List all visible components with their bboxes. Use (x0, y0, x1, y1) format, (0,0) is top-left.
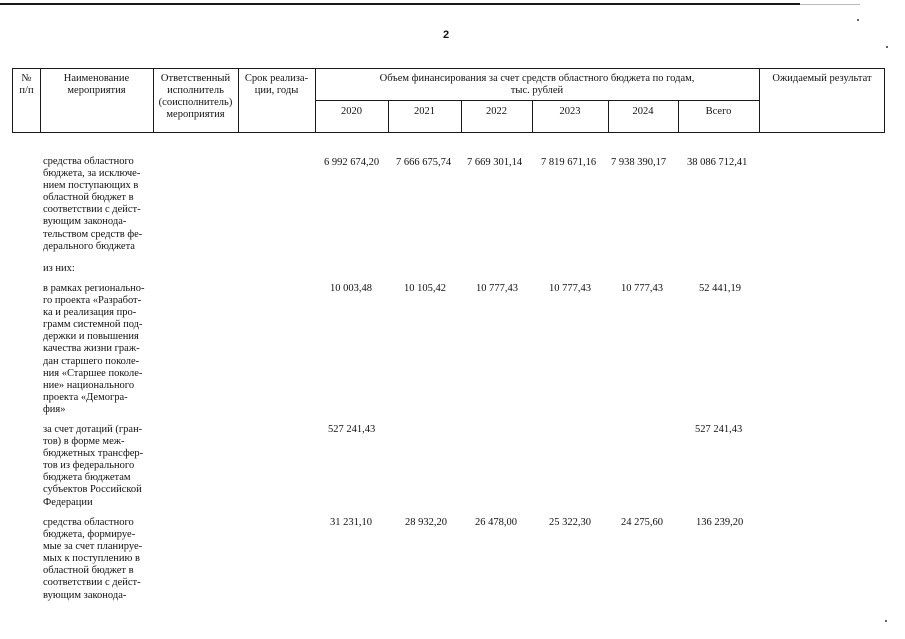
header-year: 2022 (486, 106, 507, 117)
value-cell: 52 441,19 (699, 283, 741, 294)
header-executor: Ответственный исполнитель (соисполнитель) мероприятия (158, 73, 233, 120)
header-funding: Объем финансирования за счет средств областного бюджета по годам, тыс. рублей (379, 73, 695, 96)
value-cell: 26 478,00 (475, 517, 517, 528)
value-cell: 527 241,43 (328, 424, 376, 435)
value-cell: 10 777,43 (476, 283, 518, 294)
header-number: № п/п (19, 73, 34, 96)
top-border-faint (800, 4, 860, 5)
table-row-description: в рамках регионально- го проекта «Разработ- ка и реализация про- грамм системной под- держки и повышения качества жизни граж- дан старшего поколе- ния «Старшее поколе- ние» национального проекта «Демогра- фия» (43, 283, 145, 415)
top-border-line (0, 3, 800, 5)
scan-speck (885, 620, 887, 622)
value-cell: 10 777,43 (621, 283, 663, 294)
value-cell: 10 003,48 (330, 283, 372, 294)
value-cell: 7 669 301,14 (467, 157, 523, 168)
value-cell: 25 322,30 (549, 517, 591, 528)
scan-speck (886, 46, 888, 48)
header-year: 2021 (414, 106, 435, 117)
value-cell: 7 819 671,16 (541, 157, 597, 168)
page-number: 2 (443, 29, 450, 41)
value-cell: 28 932,20 (405, 517, 447, 528)
header-name: Наименование мероприятия (63, 73, 130, 96)
header-year: 2023 (559, 106, 581, 117)
value-cell: 527 241,43 (695, 424, 743, 435)
value-cell: 24 275,60 (621, 517, 663, 528)
value-cell: 38 086 712,41 (687, 157, 748, 168)
value-cell: 6 992 674,20 (324, 157, 380, 168)
value-cell: 10 777,43 (549, 283, 591, 294)
header-year: 2024 (632, 106, 654, 117)
table-header (12, 68, 885, 133)
header-total: Всего (705, 106, 732, 117)
header-year: 2020 (341, 106, 362, 117)
value-cell: 7 938 390,17 (611, 157, 667, 168)
scan-speck (857, 19, 859, 21)
value-cell: 10 105,42 (404, 283, 446, 294)
value-cell: 136 239,20 (696, 517, 744, 528)
value-cell: 7 666 675,74 (396, 157, 452, 168)
table-row-description: средства областного бюджета, формируе- мые за счет планируе- мых к поступлению в областной бюджет в соответствии с дейст- вующим законода- (43, 517, 143, 601)
table-row-description: за счет дотаций (гран- тов) в форме меж- бюджетных трансфер- тов из федерального бюджета бюджетам субъектов Российской Федерации (43, 424, 144, 508)
value-cell: 31 231,10 (330, 517, 372, 528)
header-result: Ожидаемый результат (772, 73, 872, 84)
header-period: Срок реализа- ции, годы (244, 73, 309, 96)
table-row-description: из них: (43, 263, 75, 274)
table-row-description: средства областного бюджета, за исключе- нием поступающих в областной бюджет в соответствии с дейст- вующим законода- тельством средств фе- дерального бюджета (43, 156, 143, 252)
